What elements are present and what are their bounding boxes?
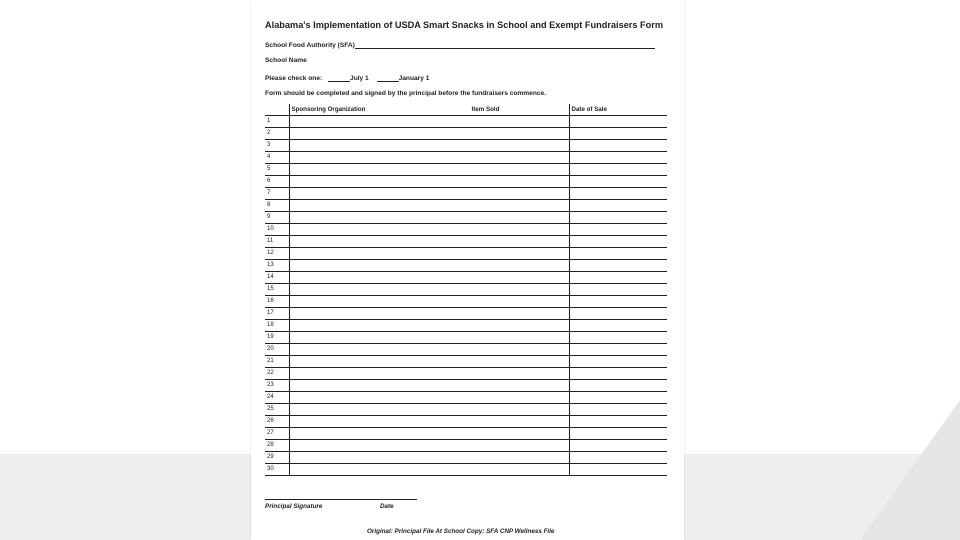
sponsoring-item-cell[interactable] [289,379,569,391]
date-of-sale-cell[interactable] [569,259,667,271]
row-number: 12 [265,247,289,259]
date-of-sale-cell[interactable] [569,355,667,367]
table-row [265,199,667,211]
row-number: 25 [265,403,289,415]
date-of-sale-cell[interactable] [569,295,667,307]
sponsoring-item-cell[interactable] [289,271,569,283]
july-check-blank[interactable] [328,74,350,82]
instruction-text: Form should be completed and signed by the principal before the fundraisers commence. [265,90,547,97]
sponsoring-item-cell[interactable] [289,331,569,343]
date-of-sale-cell[interactable] [569,391,667,403]
table-row [265,211,667,223]
table-row [265,235,667,247]
sfa-line [265,41,655,49]
sponsoring-item-cell[interactable] [289,151,569,163]
row-number: 14 [265,271,289,283]
date-of-sale-cell[interactable] [569,367,667,379]
date-of-sale-cell[interactable] [569,235,667,247]
table-row [265,355,667,367]
sponsoring-item-cell[interactable] [289,295,569,307]
row-number: 2 [265,127,289,139]
date-of-sale-cell[interactable] [569,187,667,199]
sponsoring-item-cell[interactable] [289,139,569,151]
row-number: 23 [265,379,289,391]
sponsoring-item-cell[interactable] [289,391,569,403]
sponsoring-item-cell[interactable] [289,439,569,451]
table-row [265,451,667,463]
date-of-sale-cell[interactable] [569,127,667,139]
date-of-sale-cell[interactable] [569,163,667,175]
date-of-sale-cell[interactable] [569,223,667,235]
sponsoring-item-cell[interactable] [289,259,569,271]
row-number: 5 [265,163,289,175]
january-check-blank[interactable] [377,74,399,82]
date-of-sale-cell[interactable] [569,403,667,415]
background-wedge [860,400,960,540]
row-number: 7 [265,187,289,199]
table-row [265,163,667,175]
july-option: July 1 [350,75,369,82]
sponsoring-item-cell[interactable] [289,463,569,475]
table-row [265,403,667,415]
row-number: 29 [265,451,289,463]
sponsoring-item-cell[interactable] [289,187,569,199]
row-number: 21 [265,355,289,367]
footer-note: Original: Principal File At School Copy: SFA CNP Wellness File [367,528,555,535]
table-row [265,247,667,259]
date-of-sale-cell[interactable] [569,307,667,319]
sponsoring-item-cell[interactable] [289,223,569,235]
row-number: 20 [265,343,289,355]
sponsoring-item-cell[interactable] [289,403,569,415]
form-title: Alabama's Implementation of USDA Smart Snacks in School and Exempt Fundraisers Form [265,20,664,30]
row-number: 3 [265,139,289,151]
signature-line[interactable] [265,499,417,500]
sponsoring-item-cell[interactable] [289,283,569,295]
row-number: 16 [265,295,289,307]
table-row [265,331,667,343]
date-of-sale-cell[interactable] [569,175,667,187]
table-row [265,127,667,139]
table-header-row [265,104,667,115]
sponsoring-item-cell[interactable] [289,115,569,127]
sponsoring-item-cell[interactable] [289,307,569,319]
row-number: 19 [265,331,289,343]
row-number: 13 [265,259,289,271]
row-number: 18 [265,319,289,331]
row-number: 1 [265,115,289,127]
table-row [265,343,667,355]
check-label: Please check one: [265,75,323,82]
row-number: 27 [265,427,289,439]
header-item-sold: Item Sold [471,105,500,113]
date-of-sale-cell[interactable] [569,319,667,331]
sponsoring-item-cell[interactable] [289,247,569,259]
table-row [265,391,667,403]
row-number: 15 [265,283,289,295]
row-number: 30 [265,463,289,475]
sponsoring-item-cell[interactable] [289,355,569,367]
date-of-sale-cell[interactable] [569,379,667,391]
sponsoring-item-cell[interactable] [289,451,569,463]
date-of-sale-cell[interactable] [569,427,667,439]
sponsoring-item-cell[interactable] [289,367,569,379]
sponsoring-item-cell[interactable] [289,175,569,187]
date-of-sale-cell[interactable] [569,271,667,283]
row-number: 24 [265,391,289,403]
table-row [265,463,667,475]
row-number: 17 [265,307,289,319]
row-number: 28 [265,439,289,451]
table-row [265,259,667,271]
sfa-label: School Food Authority (SFA) [265,42,355,49]
sponsoring-item-cell[interactable] [289,415,569,427]
date-of-sale-cell[interactable] [569,331,667,343]
header-sponsoring-organization [289,104,569,115]
table-row [265,427,667,439]
header-date-of-sale: Date of Sale [569,104,667,115]
date-of-sale-cell[interactable] [569,451,667,463]
table-row [265,187,667,199]
date-of-sale-cell[interactable] [569,343,667,355]
header-number [265,104,289,115]
sponsoring-item-cell[interactable] [289,211,569,223]
date-of-sale-cell[interactable] [569,415,667,427]
date-of-sale-cell[interactable] [569,439,667,451]
table-row [265,223,667,235]
school-name-label: School Name [265,57,307,64]
table-row [265,439,667,451]
table-body [265,115,667,475]
table-row [265,379,667,391]
row-number: 10 [265,223,289,235]
table-row [265,115,667,127]
row-number: 4 [265,151,289,163]
date-of-sale-cell[interactable] [569,463,667,475]
table-row [265,415,667,427]
table-row [265,367,667,379]
date-of-sale-cell[interactable] [569,115,667,127]
row-number: 22 [265,367,289,379]
sponsoring-item-cell[interactable] [289,127,569,139]
january-option: January 1 [398,75,430,82]
sponsoring-item-cell[interactable] [289,163,569,175]
header-sponsoring-label: Sponsoring Organization [291,105,366,113]
sponsoring-item-cell[interactable] [289,319,569,331]
row-number: 9 [265,211,289,223]
check-line [265,74,429,82]
table-row [265,139,667,151]
date-of-sale-cell[interactable] [569,283,667,295]
sfa-input-line[interactable] [355,41,655,49]
principal-signature-label: Principal Signature [265,503,323,510]
table-row [265,319,667,331]
fundraiser-table [265,104,667,476]
date-of-sale-cell[interactable] [569,139,667,151]
table-row [265,175,667,187]
row-number: 6 [265,175,289,187]
sponsoring-item-cell[interactable] [289,235,569,247]
date-of-sale-cell[interactable] [569,151,667,163]
sponsoring-item-cell[interactable] [289,199,569,211]
row-number: 11 [265,235,289,247]
table-row [265,295,667,307]
row-number: 26 [265,415,289,427]
table-row [265,271,667,283]
date-label: Date [380,503,394,510]
table-row [265,283,667,295]
date-of-sale-cell[interactable] [569,247,667,259]
date-of-sale-cell[interactable] [569,199,667,211]
sponsoring-item-cell[interactable] [289,343,569,355]
table-row [265,151,667,163]
row-number: 8 [265,199,289,211]
date-of-sale-cell[interactable] [569,211,667,223]
sponsoring-item-cell[interactable] [289,427,569,439]
table-row [265,307,667,319]
